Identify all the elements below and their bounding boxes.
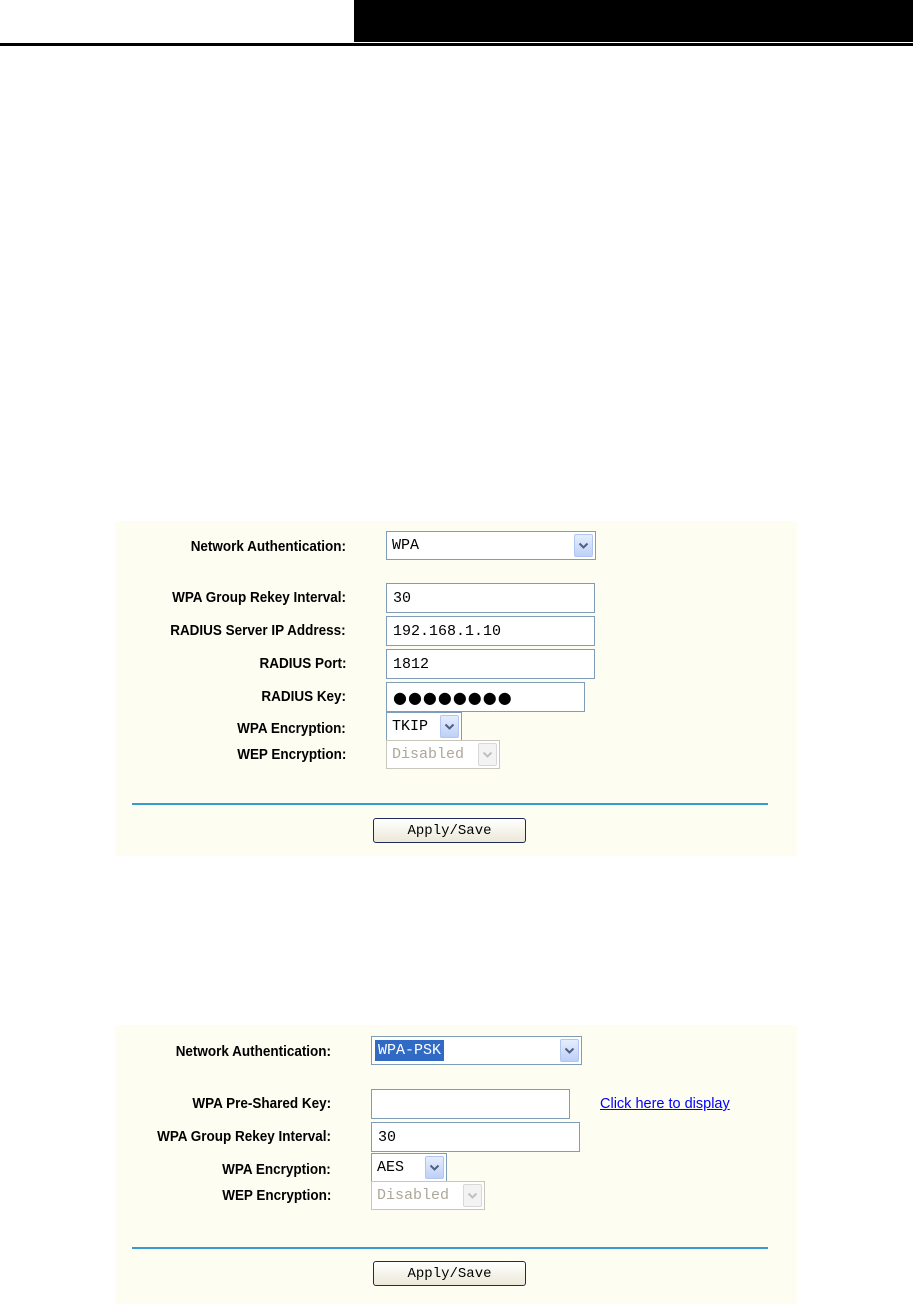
network-authentication-value: WPA (392, 537, 420, 554)
wpa-encryption-select[interactable] (371, 1153, 447, 1182)
wep-encryption-select (371, 1181, 485, 1210)
wpa-psk-settings-panel (115, 1025, 797, 1304)
wpa-encryption-select[interactable] (386, 712, 462, 741)
divider (132, 1247, 768, 1249)
group-rekey-label: WPA Group Rekey Interval: (157, 1129, 331, 1145)
network-authentication-label: Network Authentication: (190, 539, 346, 555)
psk-label: WPA Pre-Shared Key: (192, 1096, 331, 1112)
radius-port-input[interactable] (386, 649, 595, 679)
radius-key-label: RADIUS Key: (261, 689, 346, 705)
network-authentication-select[interactable] (386, 531, 596, 560)
wpa-encryption-label: WPA Encryption: (237, 721, 346, 737)
group-rekey-input[interactable] (386, 583, 595, 613)
radius-port-label: RADIUS Port: (259, 656, 346, 672)
apply-save-button[interactable]: Apply/Save (373, 818, 526, 843)
divider (132, 803, 768, 805)
network-authentication-label: Network Authentication: (175, 1044, 331, 1060)
network-authentication-value: WPA-PSK (375, 1040, 444, 1061)
group-rekey-input[interactable] (371, 1122, 580, 1152)
radius-ip-label: RADIUS Server IP Address: (170, 623, 346, 639)
chevron-down-icon (478, 743, 497, 766)
radius-ip-input[interactable] (386, 616, 595, 646)
header-bar (354, 0, 913, 42)
wep-encryption-label: WEP Encryption: (236, 747, 346, 763)
wep-encryption-label: WEP Encryption: (221, 1188, 331, 1204)
wpa-encryption-value: TKIP (392, 718, 429, 735)
network-authentication-select[interactable] (371, 1036, 582, 1065)
wpa-settings-panel (115, 521, 797, 856)
chevron-down-icon[interactable] (425, 1156, 444, 1179)
chevron-down-icon[interactable] (574, 534, 593, 557)
chevron-down-icon (463, 1184, 482, 1207)
display-key-link[interactable]: Click here to display (600, 1096, 730, 1112)
wep-encryption-select (386, 740, 500, 769)
group-rekey-label: WPA Group Rekey Interval: (172, 590, 346, 606)
wep-encryption-value: Disabled (392, 746, 465, 763)
wpa-encryption-value: AES (377, 1159, 405, 1176)
chevron-down-icon[interactable] (560, 1039, 579, 1062)
header-rule (0, 43, 913, 46)
chevron-down-icon[interactable] (440, 715, 459, 738)
radius-key-input[interactable] (386, 682, 585, 712)
psk-input[interactable] (371, 1089, 570, 1119)
apply-save-button[interactable]: Apply/Save (373, 1261, 526, 1286)
wep-encryption-value: Disabled (377, 1187, 450, 1204)
wpa-encryption-label: WPA Encryption: (222, 1162, 331, 1178)
